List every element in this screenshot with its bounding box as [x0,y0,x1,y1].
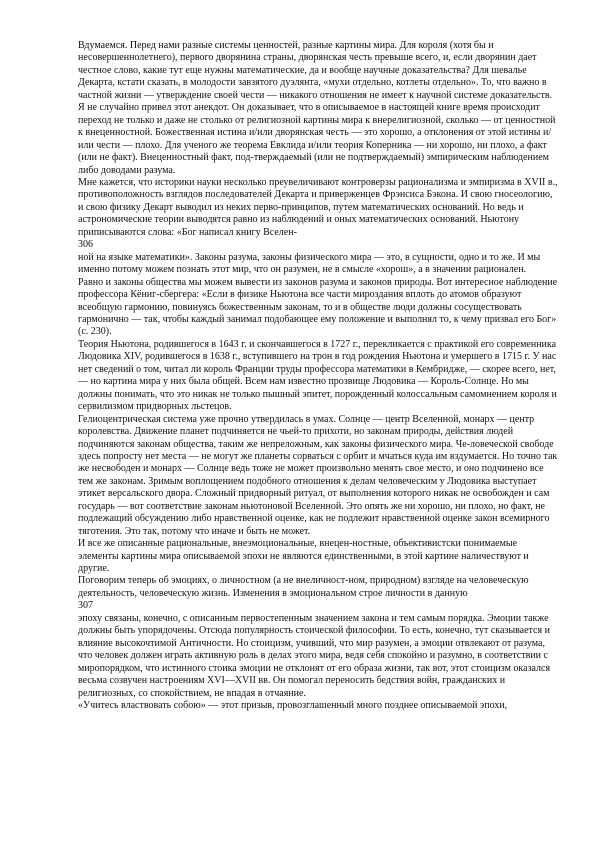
page-number: 306 [78,239,93,251]
paragraph: ной на языке математики». Законы разума, законы физического мира — это, в сущности, одно и то же. И мы именно потому можем познать этот мир, что он разумен, не в смысле «хорош», а в значении рационален. [78,251,541,276]
paragraph: Поговорим теперь об эмоциях, о личностном (а не внеличност-ном, природном) взгляде на человеческую деятельность, человеческую жизнь. Изменения в эмоциональном строе личности в данную [78,575,529,599]
paragraph: эпоху связаны, конечно, с описанным первостепенным значением закона и тем самым порядка. Эмоции также должны быть упорядочены. Отсюда популярность стоической философии. То есть, конечно, тут сказывается и влияние высокочтимой Античности. Но стоицизм, учивший, что мир разумен, а эмоции отвлекают от разума, что человек должен играть активную роль в делах этого мира, ведя себя спокойно и разумно, в соответствии с миропорядком, что истинного стоика эмоции не отклонят от его образа жизни, так вот, этот стоицизм оказался весьма созвучен настроениям XVI—XVII вв. Он помогал переносить бедствия войн, гражданских и религиозных, со спокойствием, не впадая в отчаяние. [78,612,551,699]
paragraph: И все же описанные рациональные, внеэмоциональные, внецен-ностные, объективистски понимаемые элементы картины мира описываемой эпохи не являются единственными, в этой картине наличествуют и другие. [78,538,529,575]
document-page [78,40,558,712]
paragraph: Теория Ньютона, родившегося в 1643 г. и скончавшегося в 1727 г., перекликается с практикой его современника Людовика XIV, родившегося в 1638 г., вступившего на трон в год рождения Ньютона и умершего в 1715 г. У нас нет сведений о том, читал ли король Франции труды профессора математики в Кембридже, — скорее всего, нет, — но картина мира у них была общей. Всем нам известно прозвище Людовика — Король-Солнце. Но мы должны понимать, что это никак не только пышный эпитет, порожденный колоссальным самомнением короля и сервилизмом придворных льстецов. [78,338,557,413]
page-number: 307 [78,600,93,612]
paragraph: «Учитесь властвовать собою» — этот призыв, провозглашенный много позднее описываемой эпохи, [78,700,508,712]
paragraph: Вдумаемся. Перед нами разные системы ценностей, разные картины мира. Для короля (хотя бы и несовершеннолетнего), первого дворянина страны, дворянская честь превыше всего, и, если дворянин дает честное слово, какие тут еще нужны математические, да и вообще научные доказательства? Для шевалье Декарта, кстати сказать, в молодости завзятого дуэлянта, «мухи отдельно, котлеты отдельно». То, что важно в частной жизни — утверждение своей чести — никакого отношения не имеет к научной системе доказательств. [78,40,553,101]
paragraph: Гелиоцентрическая система уже прочно утвердилась в умах. Солнце — центр Вселенной, монарх — центр королевства. Движение планет подчиняется не чьей-то прихоти, но законам природы, действия людей подчиняются законам общества, таким же непреложным, как законы физического мира. Че-ловеческой свободе здесь попросту нет места — не могут же планеты сорваться с орбит и мчаться куда им вздумается. Но точно так же несвободен и монарх — Солнце ведь тоже не может произвольно менять свое место, и оно подчинено все тем же законам. Зримым воплощением подобного отношения к делам человеческим у Людовика выступает этикет версальского двора. Сложный придворный ритуал, от выполнения которого никак не освобожден и сам государь — вот соответствие законам ньютоновой Вселенной. Это опять же ни хорошо, ни плохо, но факт, не подлежащий обсуждению либо нравственной оценке, как не подлежит нравственной оценке закон всемирного тяготения. Это так, потому что иначе и быть не может. [78,413,558,537]
paragraph: Равно и законы общества мы можем вывести из законов разума и законов природы. Вот интересное наблюдение профессора Кёниг-сбергера: «Если в физике Ньютона все части мироздания вплоть до атомов образуют всеобщую гармонию, повинуясь божественным законам, то и в обществе люди должны сосуществовать гармонично — так, чтобы каждый занимал подобающее ему положение и выполнял то, к чему призвал его Бог» (с. 230). [78,276,558,338]
paragraph: Я не случайно привел этот анекдот. Он доказывает, что в описываемое в настоящей книге время происходит переход не только и даже не столько от религиозной картины мира к внерелигиозной, сколько — от ценностной к внеценностной. Божественная истина и/или дворянская честь — это хорошо, а отклонения от этой истины и/или чести — плохо. Для ученого же теорема Евклида и/или теория Коперника — ни хорошо, ни плохо, а факт (или не факт). Внеценностный факт, под-тверждаемый (или не подтверждаемый) эмпирическим наблюдением либо доводами разума. [78,102,556,176]
paragraph: Мне кажется, что историки науки несколько преувеличивают контроверзы рационализма и эмпиризма в XVII в., противоположность взглядов последователей Декарта и приверженцев Фрэнсиса Бэкона. И свою гносеологию, и свою физику Декарт выводил из неких перво-принципов, путем математических оснований. Но ведь и астрономические теории выводятся равно из наблюдений и оных математических оснований. Ньютону приписываются слова: «Бог написал книгу Вселен- [78,176,558,238]
